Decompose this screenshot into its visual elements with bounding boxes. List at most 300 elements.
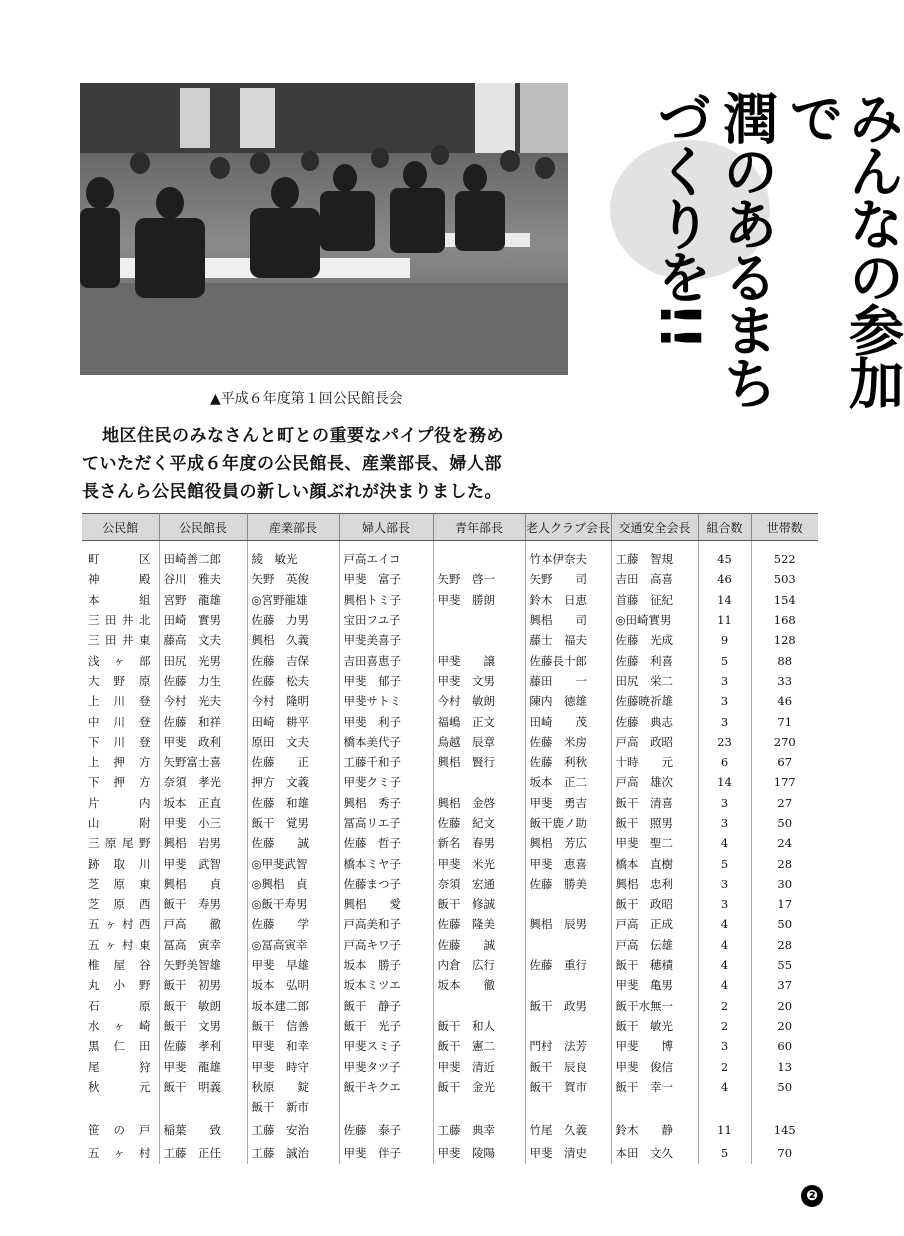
table-cell: 新名 春男 — [433, 833, 525, 853]
table-cell: 町区 — [82, 541, 159, 570]
table-cell: 飯干 辰良 — [525, 1056, 611, 1076]
table-cell: 飯干 明義 — [159, 1077, 247, 1097]
col-header-roujin: 老人クラブ会長 — [525, 514, 611, 541]
table-cell: 橋本 直樹 — [611, 853, 698, 873]
table-cell: 戸高 徹 — [159, 914, 247, 934]
table-cell: 飯干 幸一 — [611, 1077, 698, 1097]
table-cell: 佐藤 学 — [247, 914, 339, 934]
table-cell — [433, 772, 525, 792]
table-cell: 田崎善二郎 — [159, 541, 247, 570]
table-cell: 33 — [777, 673, 793, 688]
table-cell: 山附 — [82, 813, 159, 833]
table-cell: 4 — [698, 935, 751, 955]
table-cell: 11 — [698, 1117, 751, 1143]
table-cell: 冨高リエ子 — [339, 813, 433, 833]
table-row — [82, 955, 818, 975]
headline-line-1: みんなの参加で — [780, 90, 904, 408]
table-cell: 50 — [777, 1079, 793, 1094]
table-cell — [698, 1097, 751, 1117]
table-cell: 甲斐 譲 — [433, 650, 525, 670]
table-row — [82, 772, 818, 792]
table-cell: 27 — [777, 795, 793, 810]
table-cell: 13 — [777, 1059, 793, 1074]
table-cell: 興梠 愛 — [339, 894, 433, 914]
table-cell: 興梠 岩男 — [159, 833, 247, 853]
table-row — [82, 894, 818, 914]
table-cell: 4 — [698, 975, 751, 995]
table-cell: 28 — [777, 856, 793, 871]
table-cell: 坂本ミツエ — [339, 975, 433, 995]
table-cell: 稲葉 致 — [159, 1117, 247, 1143]
table-cell: 押方 文義 — [247, 772, 339, 792]
table-cell: 本田 文久 — [611, 1143, 698, 1163]
table-cell: 飯干 静子 — [339, 996, 433, 1016]
table-cell: 佐藤 泰子 — [339, 1117, 433, 1143]
table-cell: 5 — [698, 650, 751, 670]
table-cell: 戸高美和子 — [339, 914, 433, 934]
table-cell: 興梠 忠利 — [611, 874, 698, 894]
col-header-fujin: 婦人部長 — [339, 514, 433, 541]
col-header-sangyou: 産業部長 — [247, 514, 339, 541]
table-cell: 秋原 錠 — [247, 1077, 339, 1097]
table-cell: 興梠 金啓 — [433, 793, 525, 813]
table-cell: 興梠 賢行 — [433, 752, 525, 772]
table-row — [82, 996, 818, 1016]
table-cell: 佐藤 和祥 — [159, 711, 247, 731]
table-cell: 首藤 征紀 — [611, 590, 698, 610]
table-cell: 甲斐 聖二 — [611, 833, 698, 853]
table-row — [82, 935, 818, 955]
table-cell: 浅ヶ部 — [82, 650, 159, 670]
table-cell: 興梠 秀子 — [339, 793, 433, 813]
table-cell: ◎宮野龍雄 — [247, 590, 339, 610]
intro-line: 長さんら公民館役員の新しい顔ぶれが決まりました。 — [82, 482, 502, 502]
table-cell: 飯干水無一 — [611, 996, 698, 1016]
table-cell: 飯干キクエ — [339, 1077, 433, 1097]
table-cell: 3 — [698, 793, 751, 813]
table-cell: 矢野富士喜 — [159, 752, 247, 772]
table-cell: 工藤 典幸 — [433, 1117, 525, 1143]
table-cell: 3 — [698, 671, 751, 691]
table-cell: 甲斐 米光 — [433, 853, 525, 873]
table-cell: 5 — [698, 853, 751, 873]
table-cell: 9 — [698, 630, 751, 650]
table-cell: 2 — [698, 1056, 751, 1076]
table-cell: 佐藤 米房 — [525, 732, 611, 752]
table-cell: 坂本 正二 — [525, 772, 611, 792]
table-cell: 4 — [698, 914, 751, 934]
table-row — [82, 1036, 818, 1056]
table-row — [82, 630, 818, 650]
table-row — [82, 793, 818, 813]
table-cell: 4 — [698, 833, 751, 853]
table-cell: 甲斐 龍雄 — [159, 1056, 247, 1076]
table-cell: 五ヶ村 — [82, 1143, 159, 1163]
table-cell: 88 — [777, 653, 793, 668]
table-cell: 145 — [773, 1123, 796, 1138]
table-cell: 吉田喜恵子 — [339, 650, 433, 670]
table-cell: 3 — [698, 691, 751, 711]
table-row — [82, 732, 818, 752]
table-cell: 3 — [698, 894, 751, 914]
meeting-photo — [80, 83, 568, 375]
table-cell: 藤高 文夫 — [159, 630, 247, 650]
table-cell: 甲斐 博 — [611, 1036, 698, 1056]
table-cell: 奈須 宏通 — [433, 874, 525, 894]
table-cell: 鈴木 日恵 — [525, 590, 611, 610]
table-cell — [433, 610, 525, 630]
table-row — [82, 1143, 818, 1163]
table-cell: 今村 隆明 — [247, 691, 339, 711]
table-cell: 2 — [698, 1016, 751, 1036]
meeting-photo-image — [80, 83, 568, 375]
table-row — [82, 975, 818, 995]
table-cell: 14 — [698, 772, 751, 792]
table-cell: 飯干 信善 — [247, 1016, 339, 1036]
intro-paragraph — [82, 422, 612, 506]
table-cell: 甲斐 清史 — [525, 1143, 611, 1163]
table-cell: 矢野 司 — [525, 569, 611, 589]
table-cell: 11 — [698, 610, 751, 630]
table-cell: 佐藤 勝美 — [525, 874, 611, 894]
table-cell: ◎冨高寅幸 — [247, 935, 339, 955]
table-cell: 24 — [777, 836, 793, 851]
table-cell: 60 — [777, 1039, 793, 1054]
table-cell: 甲斐 時守 — [247, 1056, 339, 1076]
table-cell: 竹尾 久義 — [525, 1117, 611, 1143]
table-cell: 興梠 芳広 — [525, 833, 611, 853]
table-cell: 46 — [777, 694, 793, 709]
table-cell: 128 — [773, 633, 796, 648]
table-cell: 戸高 政昭 — [611, 732, 698, 752]
table-cell: 飯干 穂積 — [611, 955, 698, 975]
table-cell: 甲斐サトミ — [339, 691, 433, 711]
table-cell: 飯干 敏光 — [611, 1016, 698, 1036]
table-cell: 甲斐 利子 — [339, 711, 433, 731]
table-cell: 飯干 政昭 — [611, 894, 698, 914]
table-cell: 冨高 寅幸 — [159, 935, 247, 955]
table-cell: 飯干 金光 — [433, 1077, 525, 1097]
table-cell: 佐藤 利秋 — [525, 752, 611, 772]
table-cell — [525, 975, 611, 995]
table-cell: 戸高キワ子 — [339, 935, 433, 955]
table-cell: 20 — [777, 1018, 793, 1033]
table-cell: 跡取川 — [82, 853, 159, 873]
table-cell: 丸小野 — [82, 975, 159, 995]
table-row — [82, 1056, 818, 1076]
table-cell: 水ヶ崎 — [82, 1016, 159, 1036]
table-cell: 飯干 覚男 — [247, 813, 339, 833]
table-cell: 佐藤 正 — [247, 752, 339, 772]
table-cell: 田尻 栄二 — [611, 671, 698, 691]
table-row — [82, 874, 818, 894]
table-cell — [339, 1097, 433, 1117]
table-cell: 佐藤 吉保 — [247, 650, 339, 670]
table-row — [82, 590, 818, 610]
table-cell: 28 — [777, 937, 793, 952]
table-cell: 甲斐 郁子 — [339, 671, 433, 691]
table-cell: 4 — [698, 955, 751, 975]
table-row — [82, 671, 818, 691]
table-row — [82, 650, 818, 670]
table-cell: 宮野 龍雄 — [159, 590, 247, 610]
table-row — [82, 711, 818, 731]
table-cell: 飯干 敏朗 — [159, 996, 247, 1016]
table-row — [82, 691, 818, 711]
table-cell — [751, 1097, 818, 1117]
table-cell: 上川登 — [82, 691, 159, 711]
table-cell: 50 — [777, 816, 793, 830]
table-cell: 甲斐 亀男 — [611, 975, 698, 995]
table-cell: 甲斐美喜子 — [339, 630, 433, 650]
table-cell: 甲斐 小三 — [159, 813, 247, 833]
table-cell: 工藤千和子 — [339, 752, 433, 772]
col-header-kumiai: 組合数 — [698, 514, 751, 541]
table-cell: 芝原西 — [82, 894, 159, 914]
table-cell: 佐藤 紀文 — [433, 813, 525, 833]
table-row — [82, 813, 818, 833]
table-cell: 矢野 啓一 — [433, 569, 525, 589]
table-cell: 佐藤 誠 — [433, 935, 525, 955]
table-cell: 原田 文夫 — [247, 732, 339, 752]
table-cell: 270 — [773, 734, 796, 749]
table-cell: 37 — [777, 978, 793, 993]
table-cell: ◎田崎實男 — [611, 610, 698, 630]
table-row — [82, 833, 818, 853]
table-cell: 工藤 誠治 — [247, 1143, 339, 1163]
table-cell: 工藤 正任 — [159, 1143, 247, 1163]
table-cell: 甲斐タツ子 — [339, 1056, 433, 1076]
table-cell: 佐藤 和雄 — [247, 793, 339, 813]
table-cell: 三田井東 — [82, 630, 159, 650]
table-cell: 飯干 清喜 — [611, 793, 698, 813]
table-cell: 甲斐 文男 — [433, 671, 525, 691]
table-cell: 佐藤 重行 — [525, 955, 611, 975]
table-cell: 今村 光夫 — [159, 691, 247, 711]
table-cell: 30 — [777, 876, 793, 891]
table-cell: 甲斐クミ子 — [339, 772, 433, 792]
table-cell — [433, 996, 525, 1016]
table-cell: 23 — [698, 732, 751, 752]
table-cell: 十時 元 — [611, 752, 698, 772]
table-cell: 甲斐スミ子 — [339, 1036, 433, 1056]
officers-table — [82, 513, 818, 1164]
table-cell: 坂本 正直 — [159, 793, 247, 813]
table-cell: 20 — [777, 998, 793, 1013]
table-cell — [433, 541, 525, 570]
col-header-setai: 世帯数 — [751, 514, 818, 541]
table-cell: 三田井北 — [82, 610, 159, 630]
table-cell: 五ヶ村西 — [82, 914, 159, 934]
table-row — [82, 1016, 818, 1036]
table-cell: 坂本 勝子 — [339, 955, 433, 975]
page-number: ❷ — [801, 1185, 823, 1207]
table-cell: 田崎 耕平 — [247, 711, 339, 731]
table-cell: 甲斐 和幸 — [247, 1036, 339, 1056]
table-cell: 興梠トミ子 — [339, 590, 433, 610]
table-row — [82, 1077, 818, 1097]
table-cell: 中川登 — [82, 711, 159, 731]
table-cell: 興梠 辰男 — [525, 914, 611, 934]
table-cell: 佐藤暁祈雄 — [611, 691, 698, 711]
table-cell: 竹本伊奈夫 — [525, 541, 611, 570]
table-cell: 内倉 広行 — [433, 955, 525, 975]
table-cell: 飯干 照男 — [611, 813, 698, 833]
table-cell: 田尻 光男 — [159, 650, 247, 670]
table-row — [82, 752, 818, 772]
table-cell: 甲斐 早雄 — [247, 955, 339, 975]
table-cell: ◎飯干寿男 — [247, 894, 339, 914]
col-header-kanchou: 公民館長 — [159, 514, 247, 541]
table-cell: 今村 敏朗 — [433, 691, 525, 711]
table-cell: 笹の戸 — [82, 1117, 159, 1143]
table-cell: 甲斐 武智 — [159, 853, 247, 873]
table-cell: ◎興梠 貞 — [247, 874, 339, 894]
table-cell: 佐藤まつ子 — [339, 874, 433, 894]
table-cell: 矢野美智雄 — [159, 955, 247, 975]
table-cell: 佐藤 光成 — [611, 630, 698, 650]
table-cell: 奈須 孝光 — [159, 772, 247, 792]
table-cell: 坂本建二郎 — [247, 996, 339, 1016]
table-cell: 橋本ミヤ子 — [339, 853, 433, 873]
table-cell: 黒仁田 — [82, 1036, 159, 1056]
table-cell: 177 — [773, 775, 796, 790]
table-cell: 522 — [773, 552, 796, 567]
table-cell: 飯干 初男 — [159, 975, 247, 995]
table-cell: 藤士 福夫 — [525, 630, 611, 650]
table-cell: 大野原 — [82, 671, 159, 691]
table-cell: 45 — [698, 541, 751, 570]
table-cell: 154 — [773, 592, 796, 607]
table-cell — [525, 894, 611, 914]
table-cell: 14 — [698, 590, 751, 610]
table-cell: 飯干 文男 — [159, 1016, 247, 1036]
table-cell: 佐藤 孝利 — [159, 1036, 247, 1056]
table-row — [82, 569, 818, 589]
intro-line: ていただく平成６年度の公民館長、産業部長、婦人部 — [82, 454, 502, 474]
headline-line-3: づくりを!! — [648, 90, 712, 349]
table-cell: 戸高 伝雄 — [611, 935, 698, 955]
table-cell: 下川登 — [82, 732, 159, 752]
table-cell: 芝原東 — [82, 874, 159, 894]
table-cell: 福嶋 正文 — [433, 711, 525, 731]
table-cell: 甲斐 勝朗 — [433, 590, 525, 610]
table-row — [82, 1097, 818, 1117]
table-cell — [159, 1097, 247, 1117]
table-cell: 藤田 一 — [525, 671, 611, 691]
table-cell: 佐藤 松夫 — [247, 671, 339, 691]
table-cell: 3 — [698, 813, 751, 833]
table-cell: 4 — [698, 1077, 751, 1097]
table-cell: 飯干 光子 — [339, 1016, 433, 1036]
table-cell: 戸高 正成 — [611, 914, 698, 934]
table-cell: 矢野 英俊 — [247, 569, 339, 589]
table-cell: 5 — [698, 1143, 751, 1163]
table-cell — [525, 1016, 611, 1036]
table-row — [82, 914, 818, 934]
table-cell: 佐藤 典志 — [611, 711, 698, 731]
table-cell: 6 — [698, 752, 751, 772]
table-cell: 神殿 — [82, 569, 159, 589]
table-cell: 飯干 賀市 — [525, 1077, 611, 1097]
table-cell: 67 — [777, 755, 793, 770]
table-cell: 3 — [698, 1036, 751, 1056]
table-cell: 綾 敏光 — [247, 541, 339, 570]
table-cell: 椎屋谷 — [82, 955, 159, 975]
table-cell: 興梠 貞 — [159, 874, 247, 894]
table-cell: 2 — [698, 996, 751, 1016]
table-cell — [611, 1097, 698, 1117]
col-header-kominkan: 公民館 — [82, 514, 159, 541]
col-header-seinen: 青年部長 — [433, 514, 525, 541]
table-cell: 甲斐 富子 — [339, 569, 433, 589]
table-row — [82, 610, 818, 630]
table-cell: 飯干 新市 — [247, 1097, 339, 1117]
table-cell: 五ヶ村東 — [82, 935, 159, 955]
table-cell: 吉田 高喜 — [611, 569, 698, 589]
table-cell: 田崎 茂 — [525, 711, 611, 731]
table-cell — [433, 1097, 525, 1117]
table-cell: 55 — [777, 958, 793, 973]
table-cell — [525, 1097, 611, 1117]
table-cell: 石原 — [82, 996, 159, 1016]
table-cell: 宝田フユ子 — [339, 610, 433, 630]
table-cell: 飯干 和人 — [433, 1016, 525, 1036]
table-cell: 飯干 政男 — [525, 996, 611, 1016]
table-cell: 戸高 雄次 — [611, 772, 698, 792]
table-cell: 飯干 修誠 — [433, 894, 525, 914]
table-row — [82, 853, 818, 873]
table-cell: ◎甲斐武智 — [247, 853, 339, 873]
photo-caption: ▲平成６年度第１回公民館長会 — [210, 391, 403, 407]
table-cell: 3 — [698, 711, 751, 731]
table-cell: 片内 — [82, 793, 159, 813]
table-cell: 70 — [777, 1146, 793, 1161]
table-cell — [433, 630, 525, 650]
table-cell — [82, 1097, 159, 1117]
table-cell: 田崎 實男 — [159, 610, 247, 630]
table-cell: 佐藤 力生 — [159, 671, 247, 691]
table-cell: 佐藤長十郎 — [525, 650, 611, 670]
table-cell: 50 — [777, 917, 793, 932]
table-cell: 鳥越 辰章 — [433, 732, 525, 752]
table-cell: 本組 — [82, 590, 159, 610]
table-cell — [525, 935, 611, 955]
table-cell: 三原尾野 — [82, 833, 159, 853]
table-cell: 飯干 憲二 — [433, 1036, 525, 1056]
table-cell: 71 — [777, 714, 793, 729]
table-cell: 甲斐 恵喜 — [525, 853, 611, 873]
table-cell: 上押方 — [82, 752, 159, 772]
table-cell: 佐藤 力男 — [247, 610, 339, 630]
table-cell: 鈴木 静 — [611, 1117, 698, 1143]
col-header-koutsuu: 交通安全会長 — [611, 514, 698, 541]
table-cell: 門村 法芳 — [525, 1036, 611, 1056]
table-cell: 46 — [698, 569, 751, 589]
headline-line-2: 潤のあるまち — [714, 90, 778, 408]
table-cell: 17 — [777, 897, 793, 912]
table-cell: 佐藤 哲子 — [339, 833, 433, 853]
table-cell: 甲斐 伴子 — [339, 1143, 433, 1163]
table-cell: 興梠 司 — [525, 610, 611, 630]
table-cell: 佐藤 隆美 — [433, 914, 525, 934]
table-cell: 503 — [773, 572, 796, 587]
table-cell: 戸高エイコ — [339, 541, 433, 570]
table-header-row — [82, 514, 818, 541]
table-cell: 谷川 雅夫 — [159, 569, 247, 589]
table-cell: 甲斐 政利 — [159, 732, 247, 752]
table-cell: 陳内 徳雄 — [525, 691, 611, 711]
